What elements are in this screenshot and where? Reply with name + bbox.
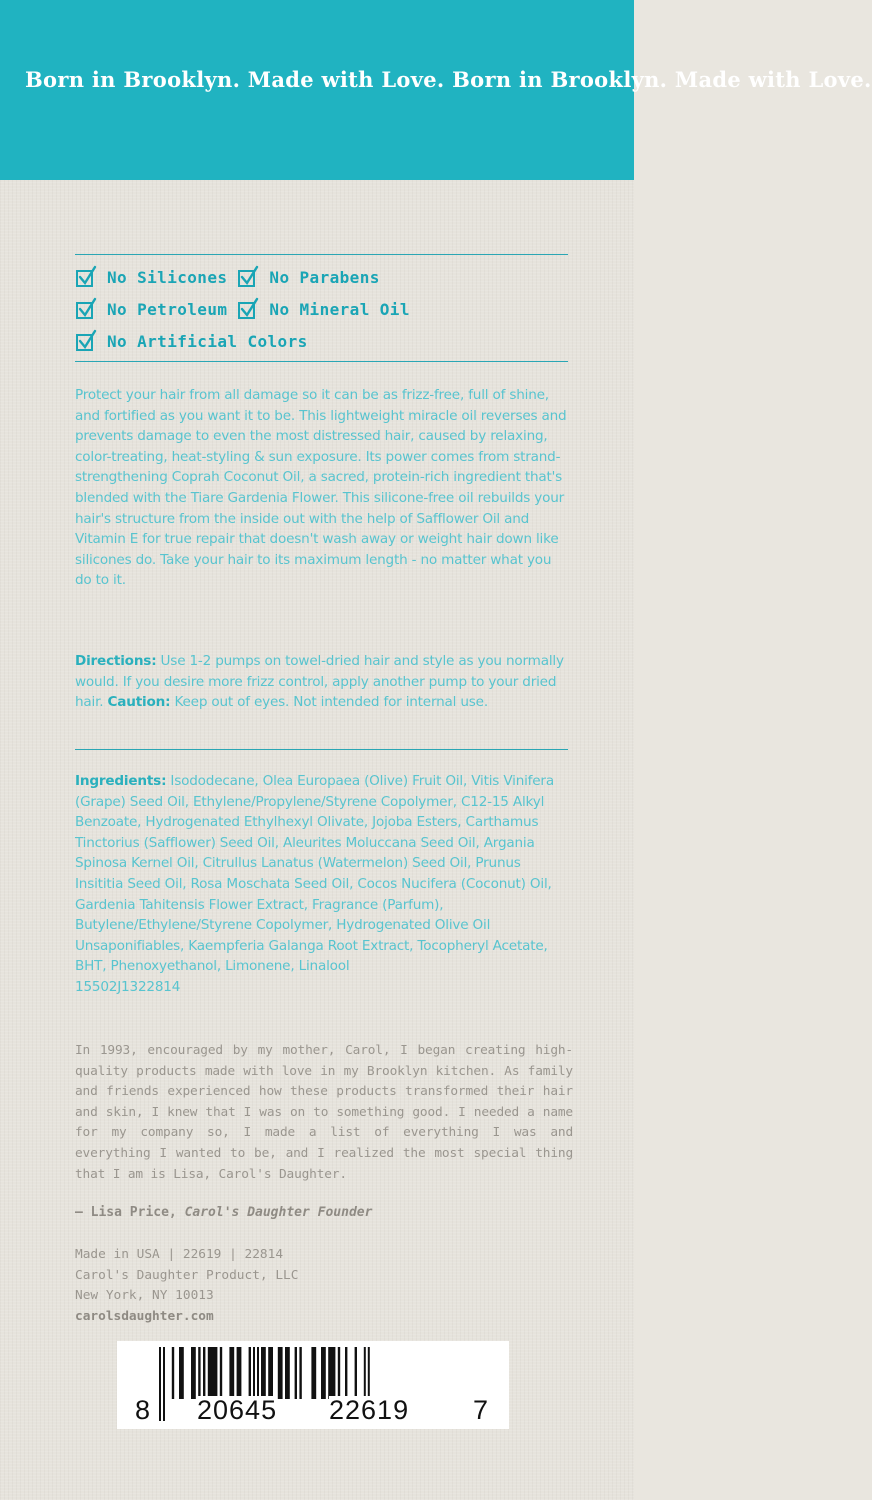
claim-label: No Petroleum <box>107 299 228 319</box>
directions-block <box>75 651 570 713</box>
city-line: New York, NY 10013 <box>75 1288 214 1304</box>
product-description: Protect your hair from all damage so it can be as frizz-free, full of shine, and fortified as you want it to be. This lightweight miracle oil reverses and prevents damage to even the most distressed hair, caused by relaxing, color-treating, heat-styling & sun exposure. Its power comes from strand-strengthening Coprah Coconut Oil, a sacred, protein-rich ingredient that's blended with the Tiare Gardenia Flower. This silicone-free oil rebuilds your hair's structure from the inside out with the help of Safflower Oil and Vitamin E for true repair that doesn't wash away or weight hair down like silicones do. Take your hair to its maximum length - no matter what you do to it. <box>75 387 567 589</box>
checkbox-checked-icon <box>75 265 101 289</box>
company-line: Carol's Daughter Product, LLC <box>75 1267 299 1283</box>
barcode-bar <box>249 1347 251 1399</box>
checkbox-checked-icon <box>237 265 263 289</box>
ingredients-label: Ingredients: <box>75 773 167 789</box>
free-from-claims <box>75 261 575 357</box>
barcode-right-group: 22619 <box>329 1395 410 1425</box>
barcode-bar <box>295 1347 297 1399</box>
barcode-bar <box>191 1347 196 1399</box>
origin-line: Made in USA | 22619 | 22814 <box>75 1247 284 1262</box>
founder-role: Carol's Daughter Founder <box>184 1205 373 1220</box>
claim-no-silicones <box>75 265 227 289</box>
claim-label: No Silicones <box>107 267 228 287</box>
barcode-bar <box>208 1347 218 1399</box>
barcode-bar <box>159 1347 161 1421</box>
directions-label: Directions: <box>75 653 157 669</box>
checkbox-checked-icon <box>75 297 101 321</box>
barcode-bar <box>172 1347 174 1399</box>
ingredients-text: Isododecane, Olea Europaea (Olive) Fruit Oil, Vitis Vinifera (Grape) Seed Oil, Ethylene/Propylene/Styrene Copolymer, C12-15 Alkyl Benzoate, Hydrogenated Ethylhexyl Olivate, Jojoba Esters, Carthamus Tinctorius (Safflower) Seed Oil, Aleurites Moluccana Seed Oil, Argania Spinosa Kernel Oil, Citrullus Lanatus (Watermelon) Seed Oil, Prunus Insititia Seed Oil, Rosa Moschata Seed Oil, Cocos Nucifera (Coconut) Oil, Gardenia Tahitensis Flower Extract, Fragrance (Parfum), Butylene/Ethylene/Styrene Copolymer, Hydrogenated Olive Oil Unsaponifiables, Kaempferia Galanga Root Extract, Tocopheryl Acetate, BHT, Phenoxyethanol, Limonene, Linalool <box>75 773 554 975</box>
barcode-left-group: 20645 <box>197 1395 278 1425</box>
barcode-bar <box>198 1347 200 1399</box>
barcode-bar <box>229 1347 234 1399</box>
barcode-bar <box>220 1347 222 1399</box>
barcode-bar <box>328 1347 335 1399</box>
founder-name: — Lisa Price, <box>75 1205 177 1220</box>
divider-top <box>75 254 568 255</box>
manufacturer-info <box>75 1245 298 1327</box>
barcode-bar <box>261 1347 266 1399</box>
barcode-bars <box>117 1341 509 1429</box>
checkbox-checked-icon <box>237 297 263 321</box>
barcode-bar <box>321 1347 326 1399</box>
barcode-first-digit: 8 <box>135 1395 151 1425</box>
divider-ingredients <box>75 749 568 750</box>
claim-label: No Mineral Oil <box>269 299 410 319</box>
barcode-bar <box>179 1347 184 1399</box>
claim-no-petroleum <box>75 297 227 321</box>
claim-no-parabens <box>237 265 379 289</box>
batch-code: 15502J1322814 <box>75 978 181 995</box>
divider-claims <box>75 361 568 362</box>
caution-text: Keep out of eyes. Not intended for internal use. <box>170 694 488 711</box>
barcode-bar <box>285 1347 290 1399</box>
barcode-bar <box>237 1347 242 1399</box>
barcode <box>117 1341 509 1429</box>
claim-no-artificial-colors <box>75 329 308 353</box>
claim-no-mineral-oil <box>237 297 409 321</box>
founder-signature <box>75 1205 372 1220</box>
claim-label: No Parabens <box>269 267 380 287</box>
directions-text: Use 1-2 pumps on towel-dried hair and style as you normally would. If you desire more frizz control, apply another pump to your dried hair. <box>75 653 564 711</box>
caution-label: Caution: <box>107 694 171 711</box>
checkbox-checked-icon <box>75 329 101 353</box>
website-link[interactable]: carolsdaughter.com <box>75 1308 214 1324</box>
ingredients-block <box>75 771 570 998</box>
claim-label: No Artificial Colors <box>107 331 308 351</box>
barcode-bar <box>203 1347 205 1399</box>
founder-story: In 1993, encouraged by my mother, Carol, I began creating high-quality products made with love in my Brooklyn kitchen. As family and friends experienced how these products transformed their hair and skin, I knew that I was on to something good. I needed a name for my company so, I made a list of everything I was and everything I wanted to be, and I realized the most special thing that I am is Lisa, Carol's Daughter. <box>75 1043 573 1182</box>
barcode-bar <box>268 1347 273 1399</box>
banner-slogan: Born in Brooklyn. Made with Love. Born in Brooklyn. Made with Love. <box>25 67 872 92</box>
barcode-bar <box>338 1347 340 1399</box>
barcode-bar <box>345 1347 347 1399</box>
barcode-bar <box>278 1347 283 1399</box>
barcode-bar <box>355 1347 357 1399</box>
barcode-bar <box>163 1347 165 1421</box>
barcode-bar <box>311 1347 316 1399</box>
banner <box>0 0 872 180</box>
barcode-bar <box>299 1347 301 1399</box>
barcode-check-digit: 7 <box>473 1395 489 1425</box>
